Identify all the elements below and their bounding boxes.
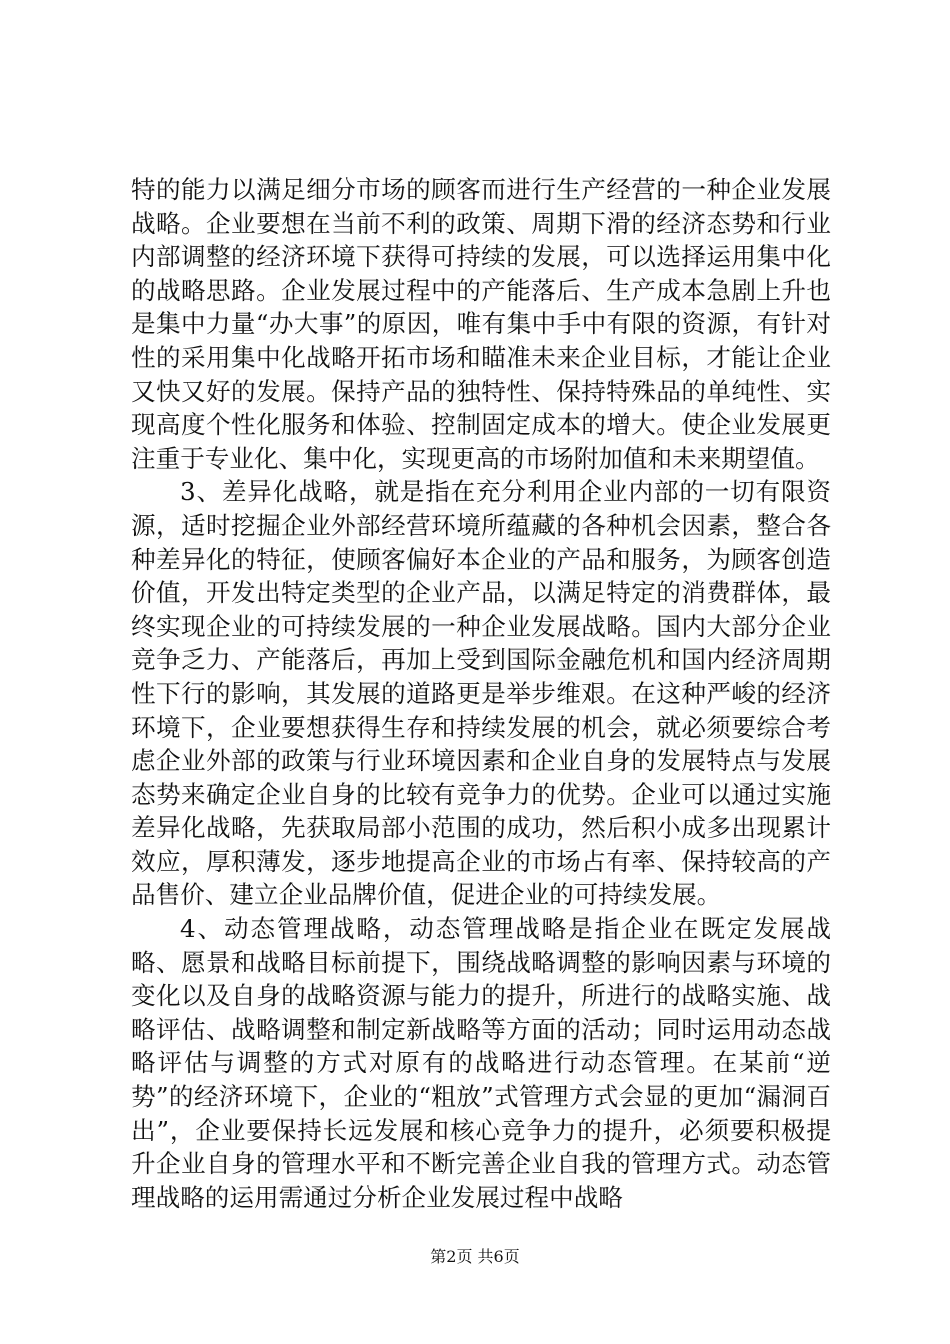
- paragraph-differentiation-strategy: 3、差异化战略，就是指在充分利用企业内部的一切有限资源，适时挖掘企业外部经营环境所蕴藏的各种机会因素，整合各种差异化的特征，使顾客偏好本企业的产品和服务，为顾客创造价值，开发出特定类型的企业产品，以满足特定的消费群体，最终实现企业的可持续发展的一种企业发展战略。国内大部分企业竞争乏力、产能落后，再加上受到国际金融危机和国内经济周期性下行的影响，其发展的道路更是举步维艰。在这种严峻的经济环境下，企业要想获得生存和持续发展的机会，就必须要综合考虑企业外部的政策与行业环境因素和企业自身的发展特点与发展态势来确定企业自身的比较有竞争力的优势。企业可以通过实施差异化战略，先获取局部小范围的成功，然后积小成多出现累计效应，厚积薄发，逐步地提高企业的市场占有率、保持较高的产品售价、建立企业品牌价值，促进企业的可持续发展。: [131, 477, 831, 910]
- paragraph-dynamic-management-strategy: 4、动态管理战略，动态管理战略是指企业在既定发展战略、愿景和战略目标前提下，围绕战略调整的影响因素与环境的变化以及自身的战略资源与能力的提升，所进行的战略实施、战略评估、战略调整和制定新战略等方面的活动；同时运用动态战略评估与调整的方式对原有的战略进行动态管理。在某前“逆势”的经济环境下，企业的“粗放”式管理方式会显的更加“漏洞百出”，企业要保持长远发展和核心竞争力的提升，必须要积极提升企业自身的管理水平和不断完善企业自我的管理方式。动态管理战略的运用需通过分析企业发展过程中战略: [131, 914, 831, 1212]
- paragraph-focus-strategy: 特的能力以满足细分市场的顾客而进行生产经营的一种企业发展战略。企业要想在当前不利的政策、周期下滑的经济态势和行业内部调整的经济环境下获得可持续的发展，可以选择运用集中化的战略思路。企业发展过程中的产能落后、生产成本急剧上升也是集中力量“办大事”的原因，唯有集中手中有限的资源，有针对性的采用集中化战略开拓市场和瞄准未来企业目标，才能让企业又快又好的发展。保持产品的独特性、保持特殊品的单纯性、实现高度个性化服务和体验、控制固定成本的增大。使企业发展更注重于专业化、集中化，实现更高的市场附加值和未来期望值。: [131, 175, 831, 473]
- document-body: [131, 173, 831, 1214]
- page-number-footer: 第2页 共6页: [430, 1247, 520, 1266]
